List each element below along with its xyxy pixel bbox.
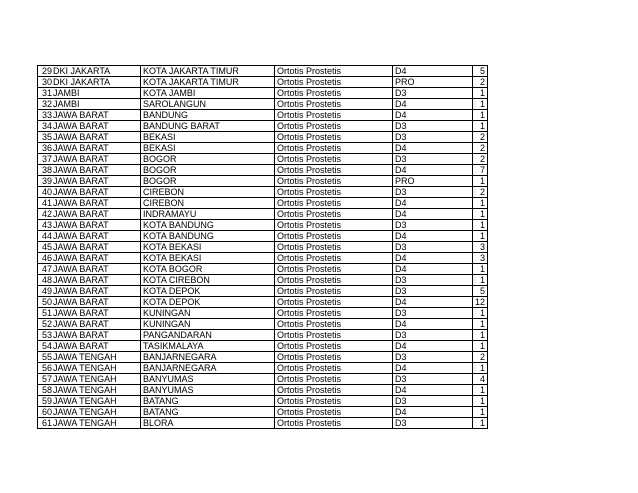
cell-province: JAWA BARAT xyxy=(53,220,141,231)
cell-city: TASIKMALAYA xyxy=(141,341,275,352)
cell-city: BLORA xyxy=(141,418,275,429)
cell-number: 37 xyxy=(38,154,54,165)
cell-count: 1 xyxy=(473,418,488,429)
cell-city: KOTA BANDUNG xyxy=(141,220,275,231)
table-row xyxy=(38,363,488,374)
cell-province: JAWA BARAT xyxy=(53,209,141,220)
cell-number: 49 xyxy=(38,286,54,297)
table-row xyxy=(38,418,488,429)
cell-count: 1 xyxy=(473,385,488,396)
table-row xyxy=(38,264,488,275)
cell-study-program: Ortotis Prostetis xyxy=(275,242,393,253)
cell-count: 2 xyxy=(473,187,488,198)
cell-level: D3 xyxy=(393,308,473,319)
cell-city: KOTA BANDUNG xyxy=(141,231,275,242)
cell-province: JAWA BARAT xyxy=(53,264,141,275)
cell-province: JAWA BARAT xyxy=(53,187,141,198)
cell-count: 2 xyxy=(473,352,488,363)
cell-study-program: Ortotis Prostetis xyxy=(275,297,393,308)
cell-study-program: Ortotis Prostetis xyxy=(275,187,393,198)
cell-count: 1 xyxy=(473,407,488,418)
cell-count: 12 xyxy=(473,297,488,308)
cell-level: D3 xyxy=(393,121,473,132)
cell-number: 48 xyxy=(38,275,54,286)
table-row xyxy=(38,396,488,407)
cell-level: D4 xyxy=(393,297,473,308)
cell-city: BANDUNG BARAT xyxy=(141,121,275,132)
cell-province: JAMBI xyxy=(53,99,141,110)
cell-count: 2 xyxy=(473,132,488,143)
cell-count: 1 xyxy=(473,308,488,319)
cell-city: KOTA BEKASI xyxy=(141,242,275,253)
cell-study-program: Ortotis Prostetis xyxy=(275,385,393,396)
cell-count: 7 xyxy=(473,165,488,176)
cell-city: KOTA JAMBI xyxy=(141,88,275,99)
cell-city: BOGOR xyxy=(141,176,275,187)
cell-study-program: Ortotis Prostetis xyxy=(275,88,393,99)
table-row xyxy=(38,66,488,77)
cell-study-program: Ortotis Prostetis xyxy=(275,341,393,352)
cell-study-program: Ortotis Prostetis xyxy=(275,209,393,220)
cell-level: D4 xyxy=(393,198,473,209)
cell-level: D3 xyxy=(393,374,473,385)
cell-study-program: Ortotis Prostetis xyxy=(275,418,393,429)
cell-province: JAWA BARAT xyxy=(53,165,141,176)
cell-level: D3 xyxy=(393,396,473,407)
cell-level: PRO xyxy=(393,77,473,88)
cell-count: 1 xyxy=(473,176,488,187)
table-row xyxy=(38,308,488,319)
cell-count: 3 xyxy=(473,242,488,253)
cell-city: CIREBON xyxy=(141,187,275,198)
table-row xyxy=(38,198,488,209)
cell-province: JAWA BARAT xyxy=(53,132,141,143)
cell-count: 1 xyxy=(473,275,488,286)
cell-study-program: Ortotis Prostetis xyxy=(275,407,393,418)
cell-number: 41 xyxy=(38,198,54,209)
table-row xyxy=(38,341,488,352)
cell-city: KOTA BEKASI xyxy=(141,253,275,264)
cell-city: BANJARNEGARA xyxy=(141,352,275,363)
cell-level: D3 xyxy=(393,352,473,363)
table-row xyxy=(38,220,488,231)
cell-level: PRO xyxy=(393,176,473,187)
cell-city: BANYUMAS xyxy=(141,385,275,396)
cell-province: JAWA TENGAH xyxy=(53,352,141,363)
cell-number: 35 xyxy=(38,132,54,143)
cell-study-program: Ortotis Prostetis xyxy=(275,231,393,242)
cell-study-program: Ortotis Prostetis xyxy=(275,220,393,231)
cell-count: 1 xyxy=(473,330,488,341)
cell-level: D4 xyxy=(393,341,473,352)
cell-number: 59 xyxy=(38,396,54,407)
cell-province: JAWA BARAT xyxy=(53,308,141,319)
cell-count: 5 xyxy=(473,66,488,77)
cell-count: 1 xyxy=(473,231,488,242)
table-row xyxy=(38,407,488,418)
cell-number: 61 xyxy=(38,418,54,429)
table-row xyxy=(38,143,488,154)
cell-province: JAWA BARAT xyxy=(53,242,141,253)
cell-study-program: Ortotis Prostetis xyxy=(275,308,393,319)
cell-level: D4 xyxy=(393,363,473,374)
cell-count: 2 xyxy=(473,143,488,154)
cell-count: 1 xyxy=(473,264,488,275)
cell-number: 30 xyxy=(38,77,54,88)
table-row xyxy=(38,154,488,165)
cell-level: D4 xyxy=(393,253,473,264)
cell-number: 52 xyxy=(38,319,54,330)
cell-study-program: Ortotis Prostetis xyxy=(275,198,393,209)
cell-city: KOTA BOGOR xyxy=(141,264,275,275)
cell-province: DKI JAKARTA xyxy=(53,66,141,77)
table-row xyxy=(38,231,488,242)
cell-study-program: Ortotis Prostetis xyxy=(275,363,393,374)
table-row xyxy=(38,165,488,176)
cell-count: 1 xyxy=(473,341,488,352)
cell-province: JAWA TENGAH xyxy=(53,418,141,429)
cell-province: JAWA BARAT xyxy=(53,253,141,264)
cell-level: D3 xyxy=(393,275,473,286)
data-table xyxy=(37,65,488,429)
table-row xyxy=(38,286,488,297)
cell-city: SAROLANGUN xyxy=(141,99,275,110)
cell-province: JAWA BARAT xyxy=(53,143,141,154)
cell-province: JAMBI xyxy=(53,88,141,99)
cell-level: D3 xyxy=(393,286,473,297)
cell-number: 60 xyxy=(38,407,54,418)
cell-study-program: Ortotis Prostetis xyxy=(275,396,393,407)
cell-count: 1 xyxy=(473,198,488,209)
cell-city: BEKASI xyxy=(141,143,275,154)
cell-level: D4 xyxy=(393,319,473,330)
cell-city: BATANG xyxy=(141,396,275,407)
cell-level: D3 xyxy=(393,418,473,429)
cell-province: JAWA BARAT xyxy=(53,330,141,341)
cell-province: JAWA BARAT xyxy=(53,110,141,121)
cell-count: 1 xyxy=(473,363,488,374)
cell-level: D4 xyxy=(393,143,473,154)
table-row xyxy=(38,187,488,198)
cell-study-program: Ortotis Prostetis xyxy=(275,374,393,385)
cell-study-program: Ortotis Prostetis xyxy=(275,132,393,143)
table-row xyxy=(38,99,488,110)
cell-level: D4 xyxy=(393,66,473,77)
cell-study-program: Ortotis Prostetis xyxy=(275,253,393,264)
cell-count: 1 xyxy=(473,110,488,121)
cell-level: D3 xyxy=(393,187,473,198)
cell-city: PANGANDARAN xyxy=(141,330,275,341)
cell-number: 46 xyxy=(38,253,54,264)
cell-count: 1 xyxy=(473,209,488,220)
cell-number: 31 xyxy=(38,88,54,99)
cell-count: 1 xyxy=(473,88,488,99)
cell-study-program: Ortotis Prostetis xyxy=(275,66,393,77)
cell-count: 3 xyxy=(473,253,488,264)
table-row xyxy=(38,319,488,330)
cell-number: 57 xyxy=(38,374,54,385)
cell-count: 2 xyxy=(473,154,488,165)
cell-province: JAWA BARAT xyxy=(53,154,141,165)
cell-city: INDRAMAYU xyxy=(141,209,275,220)
cell-province: JAWA BARAT xyxy=(53,286,141,297)
cell-study-program: Ortotis Prostetis xyxy=(275,264,393,275)
cell-count: 1 xyxy=(473,220,488,231)
cell-province: JAWA TENGAH xyxy=(53,374,141,385)
cell-study-program: Ortotis Prostetis xyxy=(275,165,393,176)
cell-province: JAWA TENGAH xyxy=(53,407,141,418)
table-row xyxy=(38,253,488,264)
cell-province: JAWA TENGAH xyxy=(53,363,141,374)
cell-level: D4 xyxy=(393,264,473,275)
cell-level: D3 xyxy=(393,220,473,231)
cell-city: BATANG xyxy=(141,407,275,418)
cell-city: KOTA CIREBON xyxy=(141,275,275,286)
cell-study-program: Ortotis Prostetis xyxy=(275,143,393,154)
cell-number: 39 xyxy=(38,176,54,187)
table-row xyxy=(38,132,488,143)
cell-city: BOGOR xyxy=(141,165,275,176)
cell-count: 4 xyxy=(473,374,488,385)
cell-study-program: Ortotis Prostetis xyxy=(275,176,393,187)
cell-level: D3 xyxy=(393,242,473,253)
cell-count: 1 xyxy=(473,396,488,407)
cell-number: 44 xyxy=(38,231,54,242)
cell-level: D3 xyxy=(393,330,473,341)
table-row xyxy=(38,385,488,396)
cell-province: JAWA BARAT xyxy=(53,176,141,187)
cell-count: 2 xyxy=(473,77,488,88)
cell-number: 33 xyxy=(38,110,54,121)
table-row xyxy=(38,77,488,88)
cell-count: 1 xyxy=(473,121,488,132)
table-row xyxy=(38,297,488,308)
cell-province: JAWA BARAT xyxy=(53,341,141,352)
cell-city: BEKASI xyxy=(141,132,275,143)
cell-level: D4 xyxy=(393,231,473,242)
cell-study-program: Ortotis Prostetis xyxy=(275,330,393,341)
cell-city: KOTA JAKARTA TIMUR xyxy=(141,77,275,88)
cell-study-program: Ortotis Prostetis xyxy=(275,352,393,363)
table-row xyxy=(38,352,488,363)
cell-study-program: Ortotis Prostetis xyxy=(275,99,393,110)
cell-number: 40 xyxy=(38,187,54,198)
cell-city: KOTA DEPOK xyxy=(141,297,275,308)
table-body xyxy=(38,66,488,429)
cell-count: 5 xyxy=(473,286,488,297)
cell-number: 55 xyxy=(38,352,54,363)
cell-number: 38 xyxy=(38,165,54,176)
cell-count: 1 xyxy=(473,319,488,330)
table-row xyxy=(38,275,488,286)
table-row xyxy=(38,374,488,385)
cell-number: 43 xyxy=(38,220,54,231)
cell-level: D4 xyxy=(393,110,473,121)
cell-number: 58 xyxy=(38,385,54,396)
cell-province: JAWA BARAT xyxy=(53,275,141,286)
cell-city: CIREBON xyxy=(141,198,275,209)
cell-number: 29 xyxy=(38,66,54,77)
cell-city: BOGOR xyxy=(141,154,275,165)
cell-province: JAWA TENGAH xyxy=(53,385,141,396)
cell-study-program: Ortotis Prostetis xyxy=(275,121,393,132)
cell-study-program: Ortotis Prostetis xyxy=(275,154,393,165)
cell-count: 1 xyxy=(473,99,488,110)
cell-city: KOTA JAKARTA TIMUR xyxy=(141,66,275,77)
cell-level: D3 xyxy=(393,154,473,165)
table-row xyxy=(38,209,488,220)
table-row xyxy=(38,121,488,132)
cell-number: 51 xyxy=(38,308,54,319)
cell-province: DKI JAKARTA xyxy=(53,77,141,88)
cell-city: KOTA DEPOK xyxy=(141,286,275,297)
cell-city: BANJARNEGARA xyxy=(141,363,275,374)
cell-province: JAWA BARAT xyxy=(53,231,141,242)
cell-level: D4 xyxy=(393,407,473,418)
cell-level: D4 xyxy=(393,209,473,220)
cell-province: JAWA BARAT xyxy=(53,319,141,330)
cell-level: D3 xyxy=(393,88,473,99)
cell-study-program: Ortotis Prostetis xyxy=(275,319,393,330)
cell-number: 32 xyxy=(38,99,54,110)
cell-study-program: Ortotis Prostetis xyxy=(275,275,393,286)
cell-number: 42 xyxy=(38,209,54,220)
cell-level: D4 xyxy=(393,165,473,176)
cell-number: 36 xyxy=(38,143,54,154)
cell-city: KUNINGAN xyxy=(141,308,275,319)
cell-province: JAWA BARAT xyxy=(53,198,141,209)
cell-number: 45 xyxy=(38,242,54,253)
cell-study-program: Ortotis Prostetis xyxy=(275,286,393,297)
cell-level: D4 xyxy=(393,385,473,396)
cell-city: BANYUMAS xyxy=(141,374,275,385)
cell-province: JAWA BARAT xyxy=(53,297,141,308)
cell-number: 34 xyxy=(38,121,54,132)
table-row xyxy=(38,88,488,99)
cell-province: JAWA BARAT xyxy=(53,121,141,132)
table-row xyxy=(38,330,488,341)
cell-province: JAWA TENGAH xyxy=(53,396,141,407)
cell-study-program: Ortotis Prostetis xyxy=(275,77,393,88)
table-row xyxy=(38,110,488,121)
cell-city: BANDUNG xyxy=(141,110,275,121)
cell-number: 50 xyxy=(38,297,54,308)
table-row xyxy=(38,242,488,253)
table-row xyxy=(38,176,488,187)
cell-city: KUNINGAN xyxy=(141,319,275,330)
cell-number: 54 xyxy=(38,341,54,352)
cell-number: 53 xyxy=(38,330,54,341)
cell-level: D3 xyxy=(393,132,473,143)
cell-level: D4 xyxy=(393,99,473,110)
cell-number: 56 xyxy=(38,363,54,374)
cell-study-program: Ortotis Prostetis xyxy=(275,110,393,121)
cell-number: 47 xyxy=(38,264,54,275)
